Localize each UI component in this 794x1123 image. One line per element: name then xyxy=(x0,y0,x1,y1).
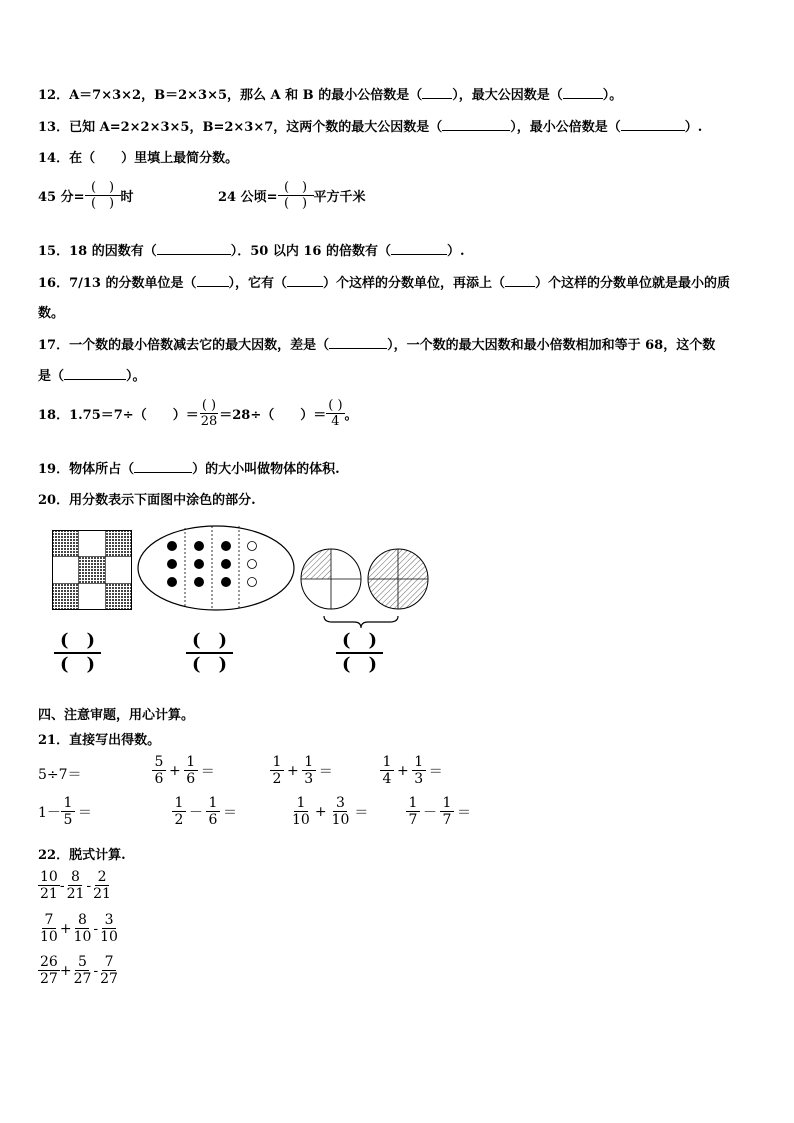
figure2-answer-fraction[interactable] xyxy=(186,630,233,676)
q14-b-label: 24 公顷= xyxy=(218,190,278,205)
numerator: 7 xyxy=(42,912,56,929)
answer-blank[interactable] xyxy=(621,118,685,131)
fraction xyxy=(184,754,198,787)
q18-text: ＝28÷（ ）＝ xyxy=(219,408,327,423)
answer-blank[interactable] xyxy=(329,336,387,349)
q12-text: A＝7×3×2，B＝2×3×5，那么 A 和 B 的最小公倍数是（ xyxy=(69,88,423,103)
two-circles-figure xyxy=(298,546,434,612)
numerator: ( ) xyxy=(85,180,121,196)
denominator: 2 xyxy=(272,771,282,787)
numerator: 1 xyxy=(294,795,308,812)
numerator: 1 xyxy=(61,795,75,812)
equals: ＝ xyxy=(457,804,471,821)
answer-blank[interactable] xyxy=(134,460,192,473)
q15-text: ）. xyxy=(446,244,465,259)
denominator: 10 xyxy=(73,929,92,945)
numerator: 1 xyxy=(184,754,198,771)
numerator: 1 xyxy=(440,795,454,812)
operator: - xyxy=(59,877,65,894)
denominator: 6 xyxy=(208,812,218,828)
q14-text: 在（ ）里填上最简分数。 xyxy=(69,151,239,166)
fraction xyxy=(98,954,120,987)
q12-text: ）。 xyxy=(602,88,623,103)
equals: ＝ xyxy=(354,804,369,821)
question-19 xyxy=(38,458,340,477)
fraction xyxy=(98,912,120,945)
denominator: ( ) xyxy=(192,654,228,675)
denominator: ( ) xyxy=(60,654,96,675)
question-16-cont xyxy=(38,302,64,321)
question-15 xyxy=(38,240,465,259)
calc-item xyxy=(290,795,371,828)
question-22 xyxy=(38,844,126,863)
answer-blank[interactable] xyxy=(197,274,229,287)
answer-blank[interactable] xyxy=(157,242,231,255)
question-number: 20． xyxy=(38,493,70,508)
fraction xyxy=(206,795,220,828)
numerator: 3 xyxy=(333,795,347,812)
question-number: 22． xyxy=(38,848,70,863)
operator: - xyxy=(93,920,99,937)
fraction xyxy=(72,912,94,945)
answer-blank[interactable] xyxy=(563,86,603,99)
numerator: 1 xyxy=(412,754,426,771)
answer-blank[interactable] xyxy=(505,274,535,287)
denominator: 6 xyxy=(186,771,196,787)
blank-fraction[interactable] xyxy=(85,180,121,211)
numerator: 1 xyxy=(270,754,284,771)
blank-fraction[interactable] xyxy=(326,398,344,429)
numerator: 26 xyxy=(40,954,58,970)
operator: + xyxy=(314,803,327,820)
question-number: 19． xyxy=(38,462,70,477)
denominator: 7 xyxy=(442,812,452,828)
denominator: 10 xyxy=(100,929,118,945)
answer-blank[interactable] xyxy=(442,118,510,131)
expression-3 xyxy=(38,954,120,987)
denominator: 5 xyxy=(63,812,73,828)
q14-a-label: 45 分= xyxy=(38,190,85,205)
question-number: 14． xyxy=(38,151,70,166)
brace-icon xyxy=(322,614,400,630)
operator: - xyxy=(86,877,92,894)
ellipse-dots-figure xyxy=(136,524,296,612)
numerator: 8 xyxy=(68,869,82,886)
denominator: 7 xyxy=(408,812,418,828)
numerator: 1 xyxy=(172,795,186,812)
fraction xyxy=(412,754,426,787)
question-number: 12． xyxy=(38,88,70,103)
equals: ＝ xyxy=(223,804,237,821)
fraction xyxy=(172,795,186,828)
q12-text: ），最大公因数是（ xyxy=(452,88,563,103)
expression-1 xyxy=(38,869,113,902)
fraction xyxy=(152,754,166,787)
q19-text: ）的大小叫做物体的体积. xyxy=(192,462,340,477)
denominator: ( ) xyxy=(342,654,378,675)
equals: ＝ xyxy=(77,804,92,821)
numerator: 8 xyxy=(75,912,89,929)
q16-text: 数。 xyxy=(38,306,65,321)
denominator: ( ) xyxy=(283,196,308,211)
equals: ＝ xyxy=(200,763,215,780)
fraction xyxy=(380,754,394,787)
section-title: 四、注意审题，用心计算。 xyxy=(38,708,195,723)
q17-text: 是（ xyxy=(38,369,65,384)
question-number: 18． xyxy=(38,408,70,423)
blank-fraction[interactable] xyxy=(278,180,314,211)
numerator: 5 xyxy=(75,954,89,971)
denominator: 21 xyxy=(40,886,58,902)
denominator: 10 xyxy=(292,812,310,828)
denominator: 3 xyxy=(304,771,314,787)
checker-grid-figure xyxy=(52,530,132,610)
numerator: ( ) xyxy=(201,398,217,413)
calc-item xyxy=(270,754,336,787)
fraction xyxy=(91,869,113,902)
q13-text: 已知 A=2×2×3×5，B=2×3×7，这两个数的最大公因数是（ xyxy=(69,120,443,135)
calc-item xyxy=(38,764,82,784)
q18-end: 。 xyxy=(344,408,358,423)
question-number: 13． xyxy=(38,120,70,135)
fraction xyxy=(65,869,87,902)
fraction xyxy=(270,754,284,787)
numerator: 2 xyxy=(95,869,109,886)
numerator: 3 xyxy=(102,912,116,929)
figure1-answer-fraction[interactable] xyxy=(54,630,101,676)
question-17-cont xyxy=(38,365,146,384)
q16-text: 7/13 的分数单位是（ xyxy=(69,276,197,291)
question-number: 15． xyxy=(38,244,70,259)
denominator: 27 xyxy=(100,971,118,987)
answer-blank[interactable] xyxy=(287,274,323,287)
denominator: 27 xyxy=(73,971,92,987)
operator: + xyxy=(397,762,409,779)
equals: ＝ xyxy=(318,763,333,780)
q16-text: ）个这样的分数单位，再添上（ xyxy=(323,276,506,291)
fraction xyxy=(440,795,454,828)
calc-item xyxy=(152,754,218,787)
denominator: 21 xyxy=(93,886,111,902)
blank-fraction[interactable] xyxy=(199,398,220,429)
operator: - xyxy=(93,962,99,979)
numerator: 1 xyxy=(380,754,394,771)
question-12 xyxy=(38,84,622,103)
calc-item xyxy=(172,795,240,828)
q20-text: 用分数表示下面图中涂色的部分. xyxy=(69,493,256,508)
operator: － xyxy=(189,804,203,821)
equals: ＝ xyxy=(428,763,443,780)
expression-2 xyxy=(38,912,120,945)
fraction xyxy=(38,869,60,902)
question-number: 17． xyxy=(38,338,70,353)
fraction xyxy=(72,954,94,987)
question-18 xyxy=(38,398,358,429)
q17-text: ），一个数的最大因数和最小倍数相加和等于 68，这个数 xyxy=(387,338,716,353)
fraction xyxy=(406,795,420,828)
denominator: ( ) xyxy=(90,196,115,211)
fraction xyxy=(38,954,60,987)
calc-item xyxy=(406,795,474,828)
question-13 xyxy=(38,116,702,135)
operator: + xyxy=(59,920,72,937)
calc-text: 5÷7＝ xyxy=(38,767,82,783)
question-21 xyxy=(38,729,160,748)
question-number: 21． xyxy=(38,733,70,748)
answer-blank[interactable] xyxy=(422,86,452,99)
numerator: 1 xyxy=(406,795,420,812)
section-heading xyxy=(38,704,194,723)
numerator: ( ) xyxy=(186,630,233,654)
q14-item-a xyxy=(38,180,134,211)
denominator: 2 xyxy=(174,812,184,828)
q22-text: 脱式计算. xyxy=(69,848,126,863)
calc-text: 1－ xyxy=(38,804,61,821)
q15-text: ）．50 以内 16 的倍数有（ xyxy=(230,244,391,259)
numerator: 5 xyxy=(152,754,166,771)
q14-a-unit: 时 xyxy=(120,190,134,205)
answer-blank[interactable] xyxy=(64,367,126,380)
q16-text: ），它有（ xyxy=(228,276,288,291)
numerator: 1 xyxy=(206,795,220,812)
numerator: ( ) xyxy=(328,398,343,413)
fraction xyxy=(38,912,60,945)
q17-text: ）。 xyxy=(126,369,146,384)
fraction xyxy=(61,795,75,828)
numerator: ( ) xyxy=(278,180,314,196)
numerator: ( ) xyxy=(336,630,383,654)
denominator: 10 xyxy=(331,812,350,828)
q13-text: ）. xyxy=(684,120,703,135)
question-16 xyxy=(38,272,730,291)
numerator: 7 xyxy=(102,954,116,971)
denominator: 10 xyxy=(40,929,58,945)
q15-text: 18 的因数有（ xyxy=(69,244,157,259)
denominator: 3 xyxy=(414,771,424,787)
question-14 xyxy=(38,147,238,166)
denominator: 4 xyxy=(331,414,340,429)
numerator: 1 xyxy=(302,754,316,771)
operator: + xyxy=(287,762,299,779)
q21-text: 直接写出得数。 xyxy=(69,733,161,748)
numerator: ( ) xyxy=(54,630,101,654)
answer-blank[interactable] xyxy=(391,242,447,255)
figure3-answer-fraction[interactable] xyxy=(336,630,383,676)
denominator: 4 xyxy=(382,771,392,787)
q13-text: ），最小公倍数是（ xyxy=(510,120,621,135)
calc-item xyxy=(380,754,446,787)
denominator: 6 xyxy=(154,771,164,787)
denominator: 21 xyxy=(66,886,85,902)
q18-text: 1.75＝7÷（ ）＝ xyxy=(69,408,199,423)
denominator: 27 xyxy=(40,971,58,987)
calc-item xyxy=(38,795,95,828)
denominator: 28 xyxy=(200,414,218,429)
question-17 xyxy=(38,334,715,353)
q14-b-unit: 平方千米 xyxy=(313,190,366,205)
question-20 xyxy=(38,489,256,508)
fraction xyxy=(302,754,316,787)
q17-text: 一个数的最小倍数减去它的最大因数，差是（ xyxy=(69,338,330,353)
q19-text: 物体所占（ xyxy=(69,462,135,477)
operator: － xyxy=(423,804,437,821)
q14-item-b xyxy=(218,180,366,211)
operator: + xyxy=(169,762,181,779)
question-number: 16． xyxy=(38,276,70,291)
operator: + xyxy=(59,962,72,979)
numerator: 10 xyxy=(40,869,58,885)
fraction xyxy=(330,795,352,828)
fraction xyxy=(290,795,312,828)
q16-text: ）个这样的分数单位就是最小的质 xyxy=(535,276,731,291)
